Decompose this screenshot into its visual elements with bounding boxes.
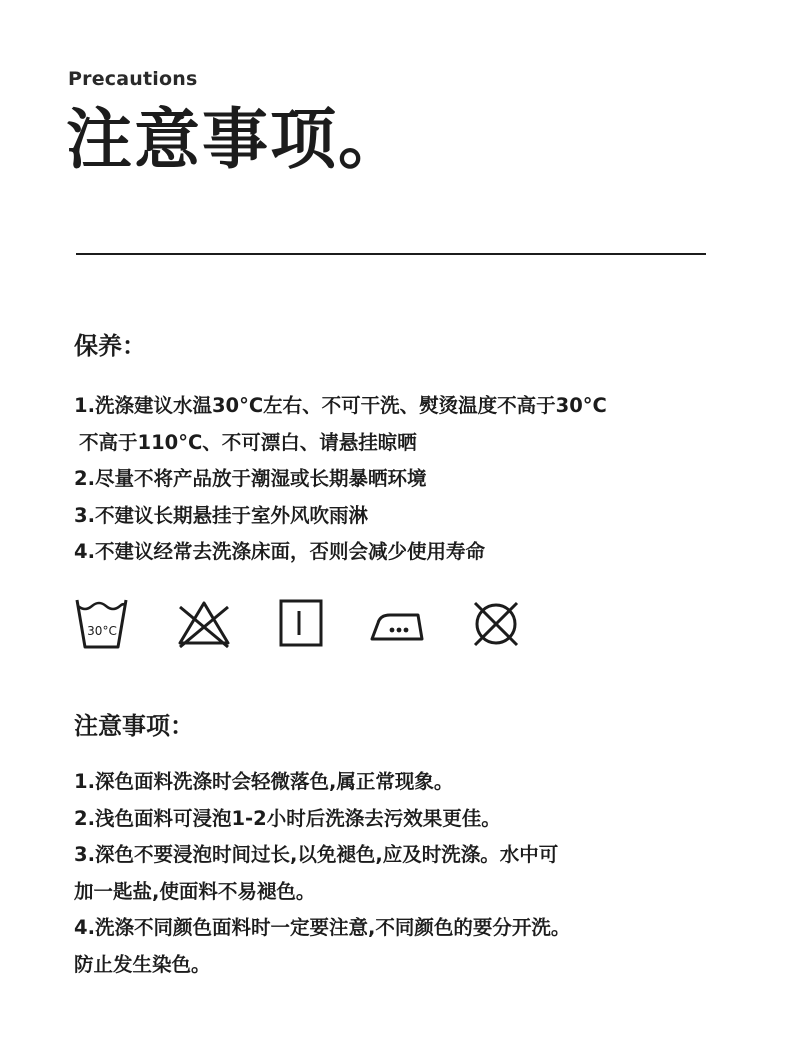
list-item: 不高于110°C、不可漂白、请悬挂晾晒 [79,430,417,454]
no-dry-clean-icon [470,597,526,651]
notes-heading: 注意事项： [74,712,194,740]
list-item: 防止发生染色。 [74,952,211,976]
list-item: 1.深色面料洗涤时会轻微落色,属正常现象。 [74,770,454,793]
list-item: 4.不建议经常去洗涤床面，否则会减少使用寿命 [74,540,485,563]
list-item: 2.浅色面料可浸泡1-2小时后洗涤去污效果更佳。 [74,806,501,830]
page-title: 注意事项。 [66,101,406,178]
care-heading: 保养： [74,332,146,360]
list-item: 4.洗涤不同颜色面料时一定要注意,不同颜色的要分开洗。 [74,916,571,939]
list-item: 3.不建议长期悬挂于室外风吹雨淋 [74,503,368,527]
notes-list [74,764,570,983]
list-item: 2.尽量不将产品放于潮湿或长期暴晒环境 [74,467,427,490]
list-item: 加一匙盐,使面料不易褪色。 [74,879,316,903]
wash-30-icon [74,597,130,651]
care-list [74,388,607,571]
no-bleach-icon [176,597,232,651]
care-symbols-row [74,597,534,653]
iron-low-icon [368,597,428,651]
list-item: 3.深色不要浸泡时间过长,以免褪色,应及时洗涤。水中可 [74,843,559,866]
divider [76,253,706,255]
eyebrow-label: Precautions [68,68,198,90]
line-dry-icon [278,597,324,651]
wash-temperature-label: 30°C [87,624,117,638]
list-item: 1.洗涤建议水温30°C左右、不可干洗、熨烫温度不高于30°C [74,394,607,417]
